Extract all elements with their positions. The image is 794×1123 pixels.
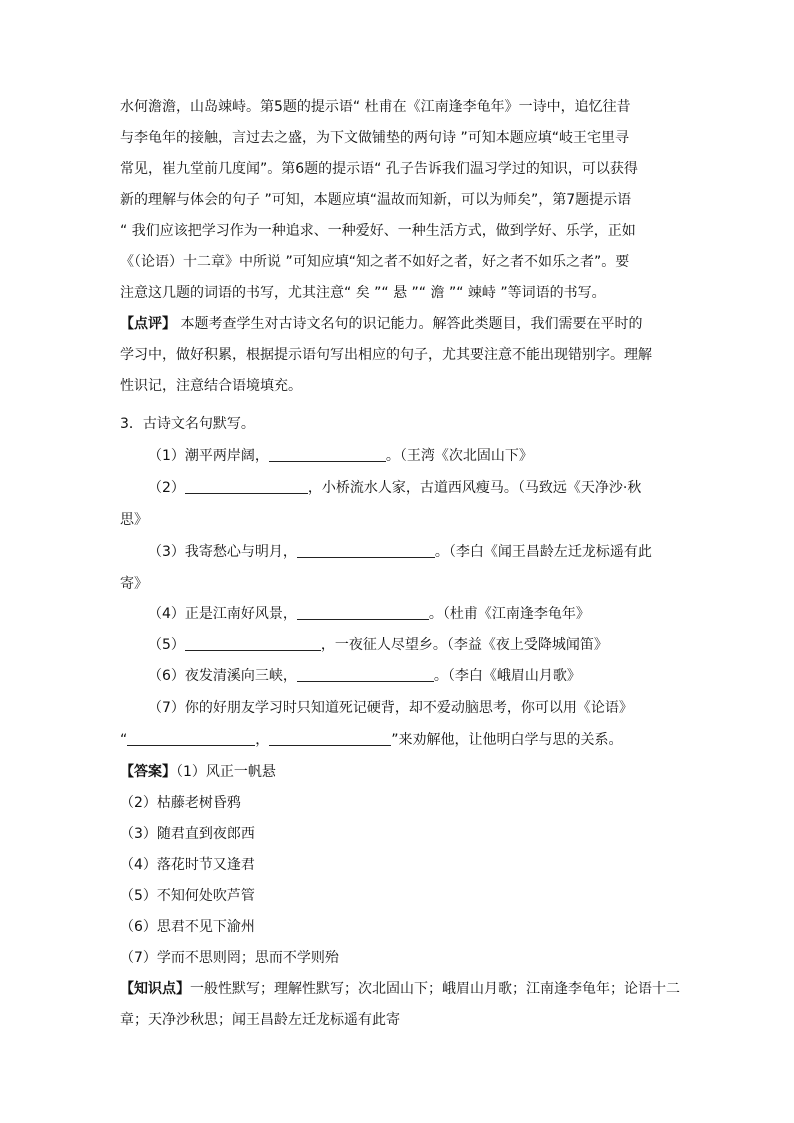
question-item-7: （7）你的好朋友学习时只知道死记硬背，却不爱动脑思考，你可以用《论语》: [148, 700, 633, 716]
answer-item: （6）思君不见下渝州: [120, 919, 255, 935]
answer-blank[interactable]: [297, 543, 435, 558]
item-source: 。（王湾《次北固山下》: [385, 448, 533, 464]
item-text: （1）潮平两岸阔，: [148, 448, 269, 464]
answer-item: （3）随君直到夜郎西: [120, 826, 255, 842]
question-item-3: [148, 542, 652, 562]
item-text: （2）: [148, 480, 185, 496]
question-title: 3．古诗文名句默写。: [120, 416, 255, 432]
item-text: ”来劝解他，让他明白学与思的关系。: [391, 732, 623, 748]
item-text: （5）: [148, 637, 185, 653]
commentary-line: 与李龟年的接触，言过去之盛，为下文做铺垫的两句诗 ”可知本题应填“岐王宅里寻: [120, 130, 629, 146]
knowledge-label: 【知识点】: [120, 981, 190, 997]
item-text: （6）夜发清溪向三峡，: [148, 668, 297, 684]
comment-paragraph: [120, 314, 642, 334]
comment-text: 本题考查学生对古诗文名句的识记能力。解答此类题目，我们需要在平时的: [176, 316, 643, 332]
item-source: ，小桥流水人家，古道西风瘦马。（马致远《天净沙·秋: [307, 480, 642, 496]
answer-item: （2）枯藤老树昏鸦: [120, 795, 241, 811]
question-item-2: [148, 478, 641, 498]
item-source: ，一夜征人尽望乡。（李益《夜上受降城闻笛》: [320, 637, 608, 653]
answer-label: 【答案】: [120, 764, 176, 780]
comment-line: 性识记，注意结合语境填充。: [120, 378, 302, 394]
item-source: 。（李白《峨眉山月歌》: [433, 668, 581, 684]
comma: ，: [255, 732, 270, 748]
item-source: 。（杜甫《江南逢李龟年》: [428, 606, 590, 622]
answer-item: （5）不知何处吹芦管: [120, 888, 255, 904]
quote-open: “: [120, 732, 128, 748]
knowledge-text-line2: 章；天净沙秋思；闻王昌龄左迁龙标遥有此寄: [120, 1012, 400, 1028]
question-item-1: [148, 446, 533, 466]
comment-label: 【点评】: [120, 316, 176, 332]
commentary-line: 注意这几题的词语的书写，尤其注意“ 矣 ”“ 悬 ”“ 澹 ”“ 竦峙 ”等词语的书写。: [120, 285, 606, 301]
item-continuation: 思》: [120, 512, 148, 528]
item-source: 。（李白《闻王昌龄左迁龙标遥有此: [434, 544, 652, 560]
question-item-5: [148, 635, 608, 655]
item-text: （3）我寄愁心与明月，: [148, 544, 297, 560]
answer-blank[interactable]: [185, 636, 321, 651]
commentary-line: 《（论语）十二章》中所说 ”可知应填“知之者不如好之者，好之者不如乐之者”。要: [120, 254, 630, 270]
answer-blank[interactable]: [185, 479, 308, 494]
commentary-line: 新的理解与体会的句子 ”可知，本题应填“温故而知新，可以为师矣”，第7题提示语: [120, 192, 632, 208]
answer-blank[interactable]: [127, 731, 255, 746]
question-item-6: [148, 666, 581, 686]
answer-item: （4）落花时节又逢君: [120, 857, 255, 873]
answer-blank[interactable]: [269, 731, 391, 746]
question-item-7-line2: [120, 730, 623, 750]
knowledge-text: 一般性默写；理解性默写；次北固山下；峨眉山月歌；江南逢李龟年；论语十二: [190, 981, 680, 997]
answer-blank[interactable]: [297, 605, 429, 620]
answer-blank[interactable]: [269, 447, 386, 462]
knowledge-points: [120, 979, 680, 999]
comment-line: 学习中，做好积累，根据提示语句写出相应的句子，尤其要注意不能出现错别字。理解: [120, 347, 652, 363]
item-text: （4）正是江南好风景，: [148, 606, 297, 622]
commentary-line: “ 我们应该把学习作为一种追求、一种爱好、一种生活方式，做到学好、乐学，正如: [120, 223, 636, 239]
answer-item: （1）风正一帆悬: [176, 764, 276, 780]
commentary-line: 常见，崔九堂前几度闻”。第6题的提示语“ 孔子告诉我们温习学过的知识，可以获得: [120, 161, 638, 177]
commentary-line: 水何澹澹，山岛竦峙。第5题的提示语“ 杜甫在《江南逢李龟年》一诗中，追忆往昔: [120, 99, 631, 115]
question-item-4: [148, 604, 590, 624]
answer-item: （7）学而不思则罔；思而不学则殆: [120, 950, 339, 966]
answer-blank[interactable]: [297, 667, 434, 682]
item-continuation: 寄》: [120, 576, 148, 592]
answer-first: [120, 762, 276, 782]
